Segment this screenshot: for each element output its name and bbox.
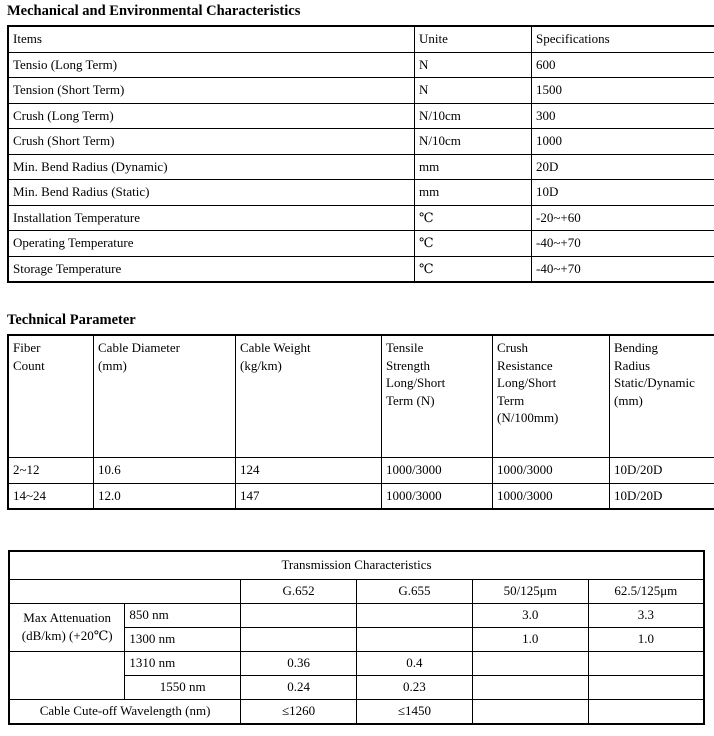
cell-cable-diameter: 12.0 [94,483,236,509]
cell-spec: 20D [532,154,714,180]
attenuation-label-line1: Max Attenuation [23,610,112,626]
header-line: Resistance [497,357,553,373]
technical-parameter-table [7,334,714,510]
cell-g652 [241,628,357,652]
cell-item: Storage Temperature [8,256,415,282]
header-line: Tensile [386,340,424,355]
table-row [8,180,714,206]
cell-spec: 1500 [532,78,714,104]
cell-cutoff-g655: ≤1450 [356,700,472,725]
column-header-blank [9,580,241,604]
cell-spec: 10D [532,180,714,206]
cell-fiber-count: 2~12 [8,458,94,484]
table-title-row [9,551,704,580]
cell-spec: -40~+70 [532,256,714,282]
table-row [8,78,714,104]
row-header-blank-spacer [9,652,125,700]
cell-spec: -20~+60 [532,205,714,231]
header-line: Long/Short [497,375,557,391]
cell-tensile: 1000/3000 [382,483,493,509]
cell-50-125: 3.0 [472,604,588,628]
cell-wavelength: 850 nm [125,604,241,628]
column-header-tensile-strength [382,335,493,458]
column-header-specifications: Specifications [532,26,714,52]
header-line: Long/Short [386,375,446,391]
header-line: Fiber [13,340,41,355]
table-row [8,231,714,257]
header-line: Crush [497,340,529,355]
cell-unit: ℃ [415,256,532,282]
cell-item: Operating Temperature [8,231,415,257]
cell-50-125 [472,652,588,676]
cell-unit: ℃ [415,231,532,257]
row-header-cutoff-wavelength: Cable Cute-off Wavelength (nm) [9,700,241,725]
cell-unit: N [415,78,532,104]
cell-crush: 1000/3000 [493,458,610,484]
cell-spec: 600 [532,52,714,78]
cell-unit: N/10cm [415,129,532,155]
cell-62-5-125 [588,676,704,700]
cell-g652: 0.36 [241,652,357,676]
cell-spec: 300 [532,103,714,129]
cell-wavelength: 1550 nm [125,676,241,700]
cell-g655 [356,604,472,628]
header-line: Radius [614,357,651,373]
header-line: Term [497,392,525,408]
header-line: (mm) [98,357,127,373]
column-header-cable-weight [236,335,382,458]
table-header-row [8,26,714,52]
cell-item: Tensio (Long Term) [8,52,415,78]
cell-spec: 1000 [532,129,714,155]
table-row [8,103,714,129]
cell-cable-weight: 124 [236,458,382,484]
cell-unit: N [415,52,532,78]
column-header-fiber-count [8,335,94,458]
column-header-cable-diameter [94,335,236,458]
cell-unit: mm [415,180,532,206]
cell-wavelength: 1310 nm [125,652,241,676]
cell-bending: 10D/20D [610,483,714,509]
row-header-max-attenuation [9,604,125,652]
attenuation-label-line2: (dB/km) (+20℃) [21,628,113,643]
column-header-62-5-125: 62.5/125μm [588,580,704,604]
cell-item: Tension (Short Term) [8,78,415,104]
cell-g655: 0.4 [356,652,472,676]
cell-tensile: 1000/3000 [382,458,493,484]
cell-wavelength: 1300 nm [125,628,241,652]
header-line: Cable Weight [240,340,311,355]
column-header-g652: G.652 [241,580,357,604]
table-row [8,483,714,509]
technical-section-heading: Technical Parameter [7,312,136,328]
table-row [8,205,714,231]
header-line: Term (N) [386,392,435,408]
column-header-unite: Unite [415,26,532,52]
cell-bending: 10D/20D [610,458,714,484]
header-line: Count [13,357,45,373]
transmission-title: Transmission Characteristics [9,551,704,580]
mechanical-characteristics-table [7,25,714,283]
cell-50-125 [472,676,588,700]
cell-62-5-125: 3.3 [588,604,704,628]
cell-62-5-125: 1.0 [588,628,704,652]
cell-unit: ℃ [415,205,532,231]
cell-fiber-count: 14~24 [8,483,94,509]
column-header-bending-radius [610,335,714,458]
cell-spec: -40~+70 [532,231,714,257]
header-line: (mm) [614,392,643,408]
cell-cable-diameter: 10.6 [94,458,236,484]
cell-item: Min. Bend Radius (Static) [8,180,415,206]
table-row [9,604,704,628]
table-row [8,458,714,484]
cell-cutoff-62-5-125 [588,700,704,725]
table-header-row [8,335,714,458]
cell-g652: 0.24 [241,676,357,700]
cell-item: Installation Temperature [8,205,415,231]
cell-62-5-125 [588,652,704,676]
cell-g652 [241,604,357,628]
header-line: (kg/km) [240,357,282,373]
column-header-items: Items [8,26,415,52]
table-row [9,700,704,725]
header-line: (N/100mm) [497,410,559,426]
table-row [8,129,714,155]
cell-unit: mm [415,154,532,180]
cell-50-125: 1.0 [472,628,588,652]
header-line: Static/Dynamic [614,375,695,391]
header-line: Strength [386,357,431,373]
header-line: Cable Diameter [98,340,180,355]
transmission-characteristics-table [8,550,705,725]
header-line: Bending [614,340,659,355]
cell-unit: N/10cm [415,103,532,129]
cell-cutoff-50-125 [472,700,588,725]
cell-g655: 0.23 [356,676,472,700]
table-row [9,652,704,676]
cell-cutoff-g652: ≤1260 [241,700,357,725]
cell-g655 [356,628,472,652]
cell-item: Crush (Short Term) [8,129,415,155]
column-header-crush-resistance [493,335,610,458]
column-header-50-125: 50/125μm [472,580,588,604]
table-row [8,52,714,78]
cell-crush: 1000/3000 [493,483,610,509]
column-header-g655: G.655 [356,580,472,604]
table-row [8,154,714,180]
cell-item: Min. Bend Radius (Dynamic) [8,154,415,180]
mechanical-section-heading: Mechanical and Environmental Characteristics [7,3,301,19]
table-row [8,256,714,282]
cell-item: Crush (Long Term) [8,103,415,129]
table-header-row [9,580,704,604]
cell-cable-weight: 147 [236,483,382,509]
